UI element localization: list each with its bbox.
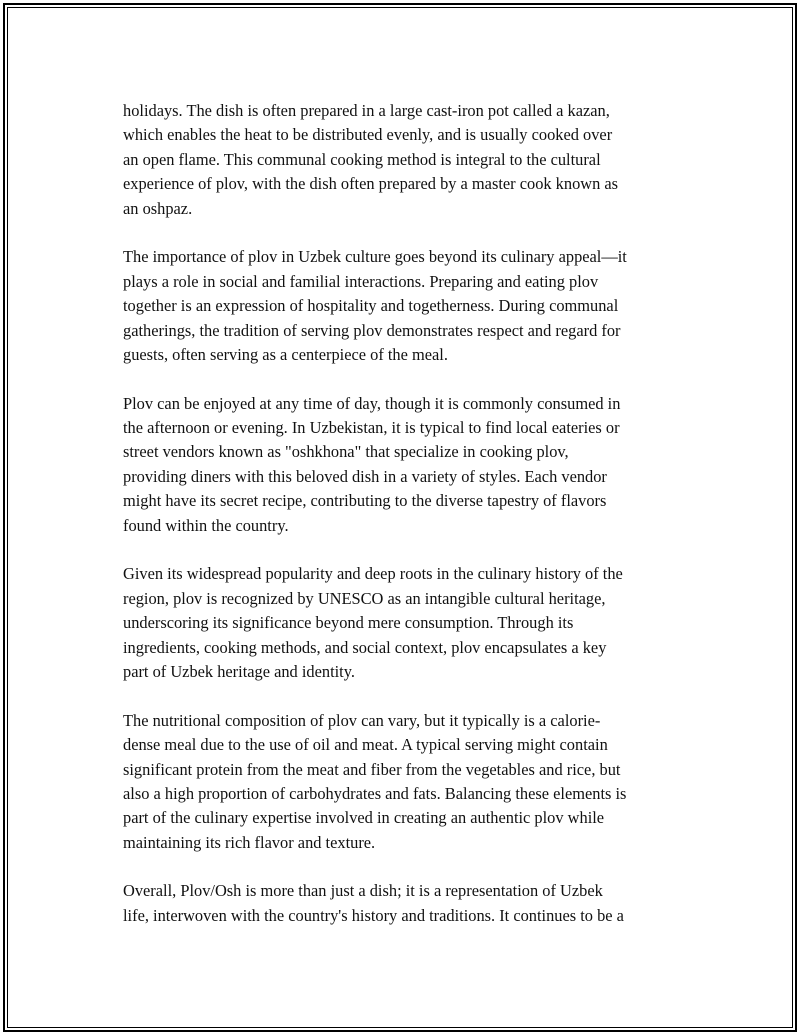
paragraph-kazan: [123, 99, 689, 221]
paragraph-line: region, plov is recognized by UNESCO as an intangible cultural heritage,: [123, 588, 606, 608]
paragraph-overall: [123, 879, 689, 928]
paragraph-line: providing diners with this beloved dish in a variety of styles. Each vendor: [123, 466, 607, 486]
paragraph-line: holidays. The dish is often prepared in a large cast-iron pot called a kazan,: [123, 101, 610, 120]
paragraph-line: The nutritional composition of plov can vary, but it typically is a calorie-: [123, 710, 601, 730]
paragraph-line: found within the country.: [123, 515, 289, 535]
page-frame: [3, 3, 797, 1032]
paragraph-importance: [123, 245, 689, 367]
paragraph-line: Overall, Plov/Osh is more than just a dish; it is a representation of Uzbek: [123, 881, 603, 901]
paragraph-line: street vendors known as "oshkhona" that specialize in cooking plov,: [123, 442, 569, 462]
paragraph-line: ingredients, cooking methods, and social context, plov encapsulates a key: [123, 637, 607, 657]
paragraph-line: part of Uzbek heritage and identity.: [123, 662, 355, 682]
paragraph-line: together is an expression of hospitality and togetherness. During communal: [123, 296, 619, 316]
paragraph-line: might have its secret recipe, contributing to the diverse tapestry of flavors: [123, 491, 607, 511]
document-body: [123, 99, 689, 953]
paragraph-line: also a high proportion of carbohydrates and fats. Balancing these elements is: [123, 783, 627, 803]
paragraph-line: which enables the heat to be distributed evenly, and is usually cooked over: [123, 125, 613, 145]
paragraph-nutrition: [123, 709, 689, 855]
paragraph-line: underscoring its significance beyond mere consumption. Through its: [123, 613, 574, 633]
paragraph-line: part of the culinary expertise involved in creating an authentic plov while: [123, 808, 605, 828]
paragraph-line: plays a role in social and familial interactions. Preparing and eating plov: [123, 271, 599, 291]
paragraph-line: maintaining its rich flavor and texture.: [123, 832, 376, 852]
paragraph-line: gatherings, the tradition of serving plov demonstrates respect and regard for: [123, 320, 621, 340]
paragraph-line: an open flame. This communal cooking method is integral to the cultural: [123, 149, 601, 169]
paragraph-time-of-day: [123, 392, 689, 538]
paragraph-line: The importance of plov in Uzbek culture goes beyond its culinary appeal—it: [123, 247, 627, 267]
paragraph-line: life, interwoven with the country's history and traditions. It continues to be a: [123, 905, 624, 925]
paragraph-line: significant protein from the meat and fiber from the vegetables and rice, but: [123, 759, 621, 779]
paragraph-unesco: [123, 562, 689, 684]
paragraph-line: experience of plov, with the dish often prepared by a master cook known as: [123, 174, 619, 194]
paragraph-line: an oshpaz.: [123, 198, 193, 218]
paragraph-line: guests, often serving as a centerpiece of the meal.: [123, 344, 448, 364]
paragraph-line: the afternoon or evening. In Uzbekistan, it is typical to find local eateries or: [123, 418, 620, 438]
paragraph-line: Given its widespread popularity and deep roots in the culinary history of the: [123, 564, 623, 584]
paragraph-line: Plov can be enjoyed at any time of day, though it is commonly consumed in: [123, 393, 621, 413]
paragraph-line: dense meal due to the use of oil and meat. A typical serving might contain: [123, 735, 608, 755]
